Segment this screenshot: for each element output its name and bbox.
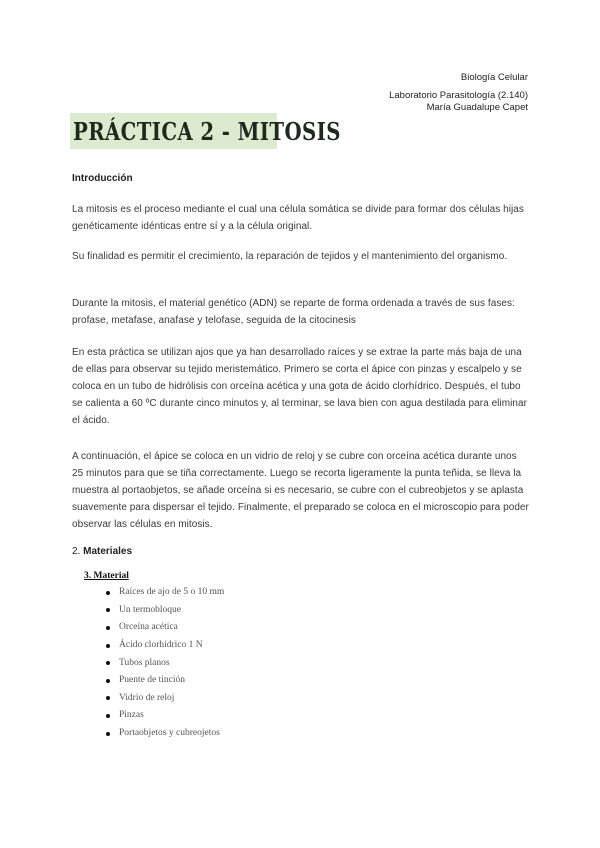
list-item: [106, 707, 224, 725]
materials-list: [106, 584, 224, 742]
materials-section-number: 2.: [72, 546, 81, 557]
list-item-label: Pinzas: [119, 710, 144, 721]
bullet-icon: [106, 732, 110, 736]
list-item: [106, 672, 224, 690]
intro-heading: Introducción: [72, 173, 133, 184]
list-item-label: Raíces de ajo de 5 o 10 mm: [119, 587, 225, 598]
document-header: [389, 72, 528, 114]
materials-section-heading: [72, 546, 132, 557]
bullet-icon: [106, 696, 110, 700]
intro-paragraph-3: Durante la mitosis, el material genético (ADN) se reparte de forma ordenada a través de sus fases: profase, metafase, anafase y telofase, seguida de la citocinesis: [72, 298, 515, 326]
list-item: [106, 602, 224, 620]
intro-paragraph-4: En esta práctica se utilizan ajos que ya han desarrollado raíces y se extrae la parte más baja de una de ellas para observar su tejido meristemático. Primero se corta el ápice con pinzas y escalpelo y se coloca en un tubo de hidrólisis con orceína acética y una gota de ácido clorhídrico. Después, el tubo se calienta a 60 ºC durante cinco minutos y, al terminar, se lava bien con agua destilada para eliminar el ácido.: [72, 347, 527, 426]
intro-paragraph-2: Su finalidad es permitir el crecimiento, la reparación de tejidos y el mantenimiento del organismo.: [72, 251, 508, 262]
bullet-icon: [106, 714, 110, 718]
list-item-label: Un termobloque: [119, 604, 182, 615]
intro-paragraph-5: A continuación, el ápice se coloca en un vidrio de reloj y se cubre con orceína acética durante unos 25 minutos para que se tiña correctamente. Luego se recorta ligeramente la punta teñida, se lleva la muestra al portaobjetos, se añade orceína si es necesario, se cubre con el cubreobjetos y se aplasta suavemente para dispersar el tejido. Finalmente, el preparado se coloca en el microscopio para poder observar las células en mitosis.: [72, 451, 529, 530]
bullet-icon: [106, 679, 110, 683]
list-item-label: Ácido clorhídrico 1 N: [119, 640, 203, 651]
list-item-label: Vidrio de reloj: [119, 692, 175, 703]
bullet-icon: [106, 608, 110, 612]
list-item: [106, 619, 224, 637]
page-title: PRÁCTICA 2 - MITOSIS: [73, 117, 341, 146]
list-item-label: Tubos planos: [119, 657, 170, 668]
bullet-icon: [106, 591, 110, 595]
materials-list-heading: 3. Material: [84, 571, 129, 581]
list-item: [106, 725, 224, 743]
lab-name: Laboratorio Parasitología (2.140): [389, 90, 528, 101]
bullet-icon: [106, 644, 110, 648]
materials-section-title: Materiales: [83, 546, 133, 557]
course-name: Biología Celular: [460, 72, 528, 83]
title-highlight: [70, 113, 341, 149]
list-item-label: Orceína acética: [119, 622, 178, 633]
bullet-icon: [106, 626, 110, 630]
bullet-icon: [106, 661, 110, 665]
list-item: [106, 654, 224, 672]
list-item: [106, 584, 224, 602]
list-item-label: Puente de tinción: [119, 675, 185, 686]
list-item: [106, 637, 224, 655]
intro-paragraph-1: La mitosis es el proceso mediante el cual una célula somática se divide para formar dos células hijas genéticamente idénticas entre sí y a la célula original.: [72, 204, 524, 232]
author-name: María Guadalupe Capet: [426, 102, 528, 113]
list-item-label: Portaobjetos y cubreojetos: [119, 728, 220, 739]
list-item: [106, 690, 224, 708]
